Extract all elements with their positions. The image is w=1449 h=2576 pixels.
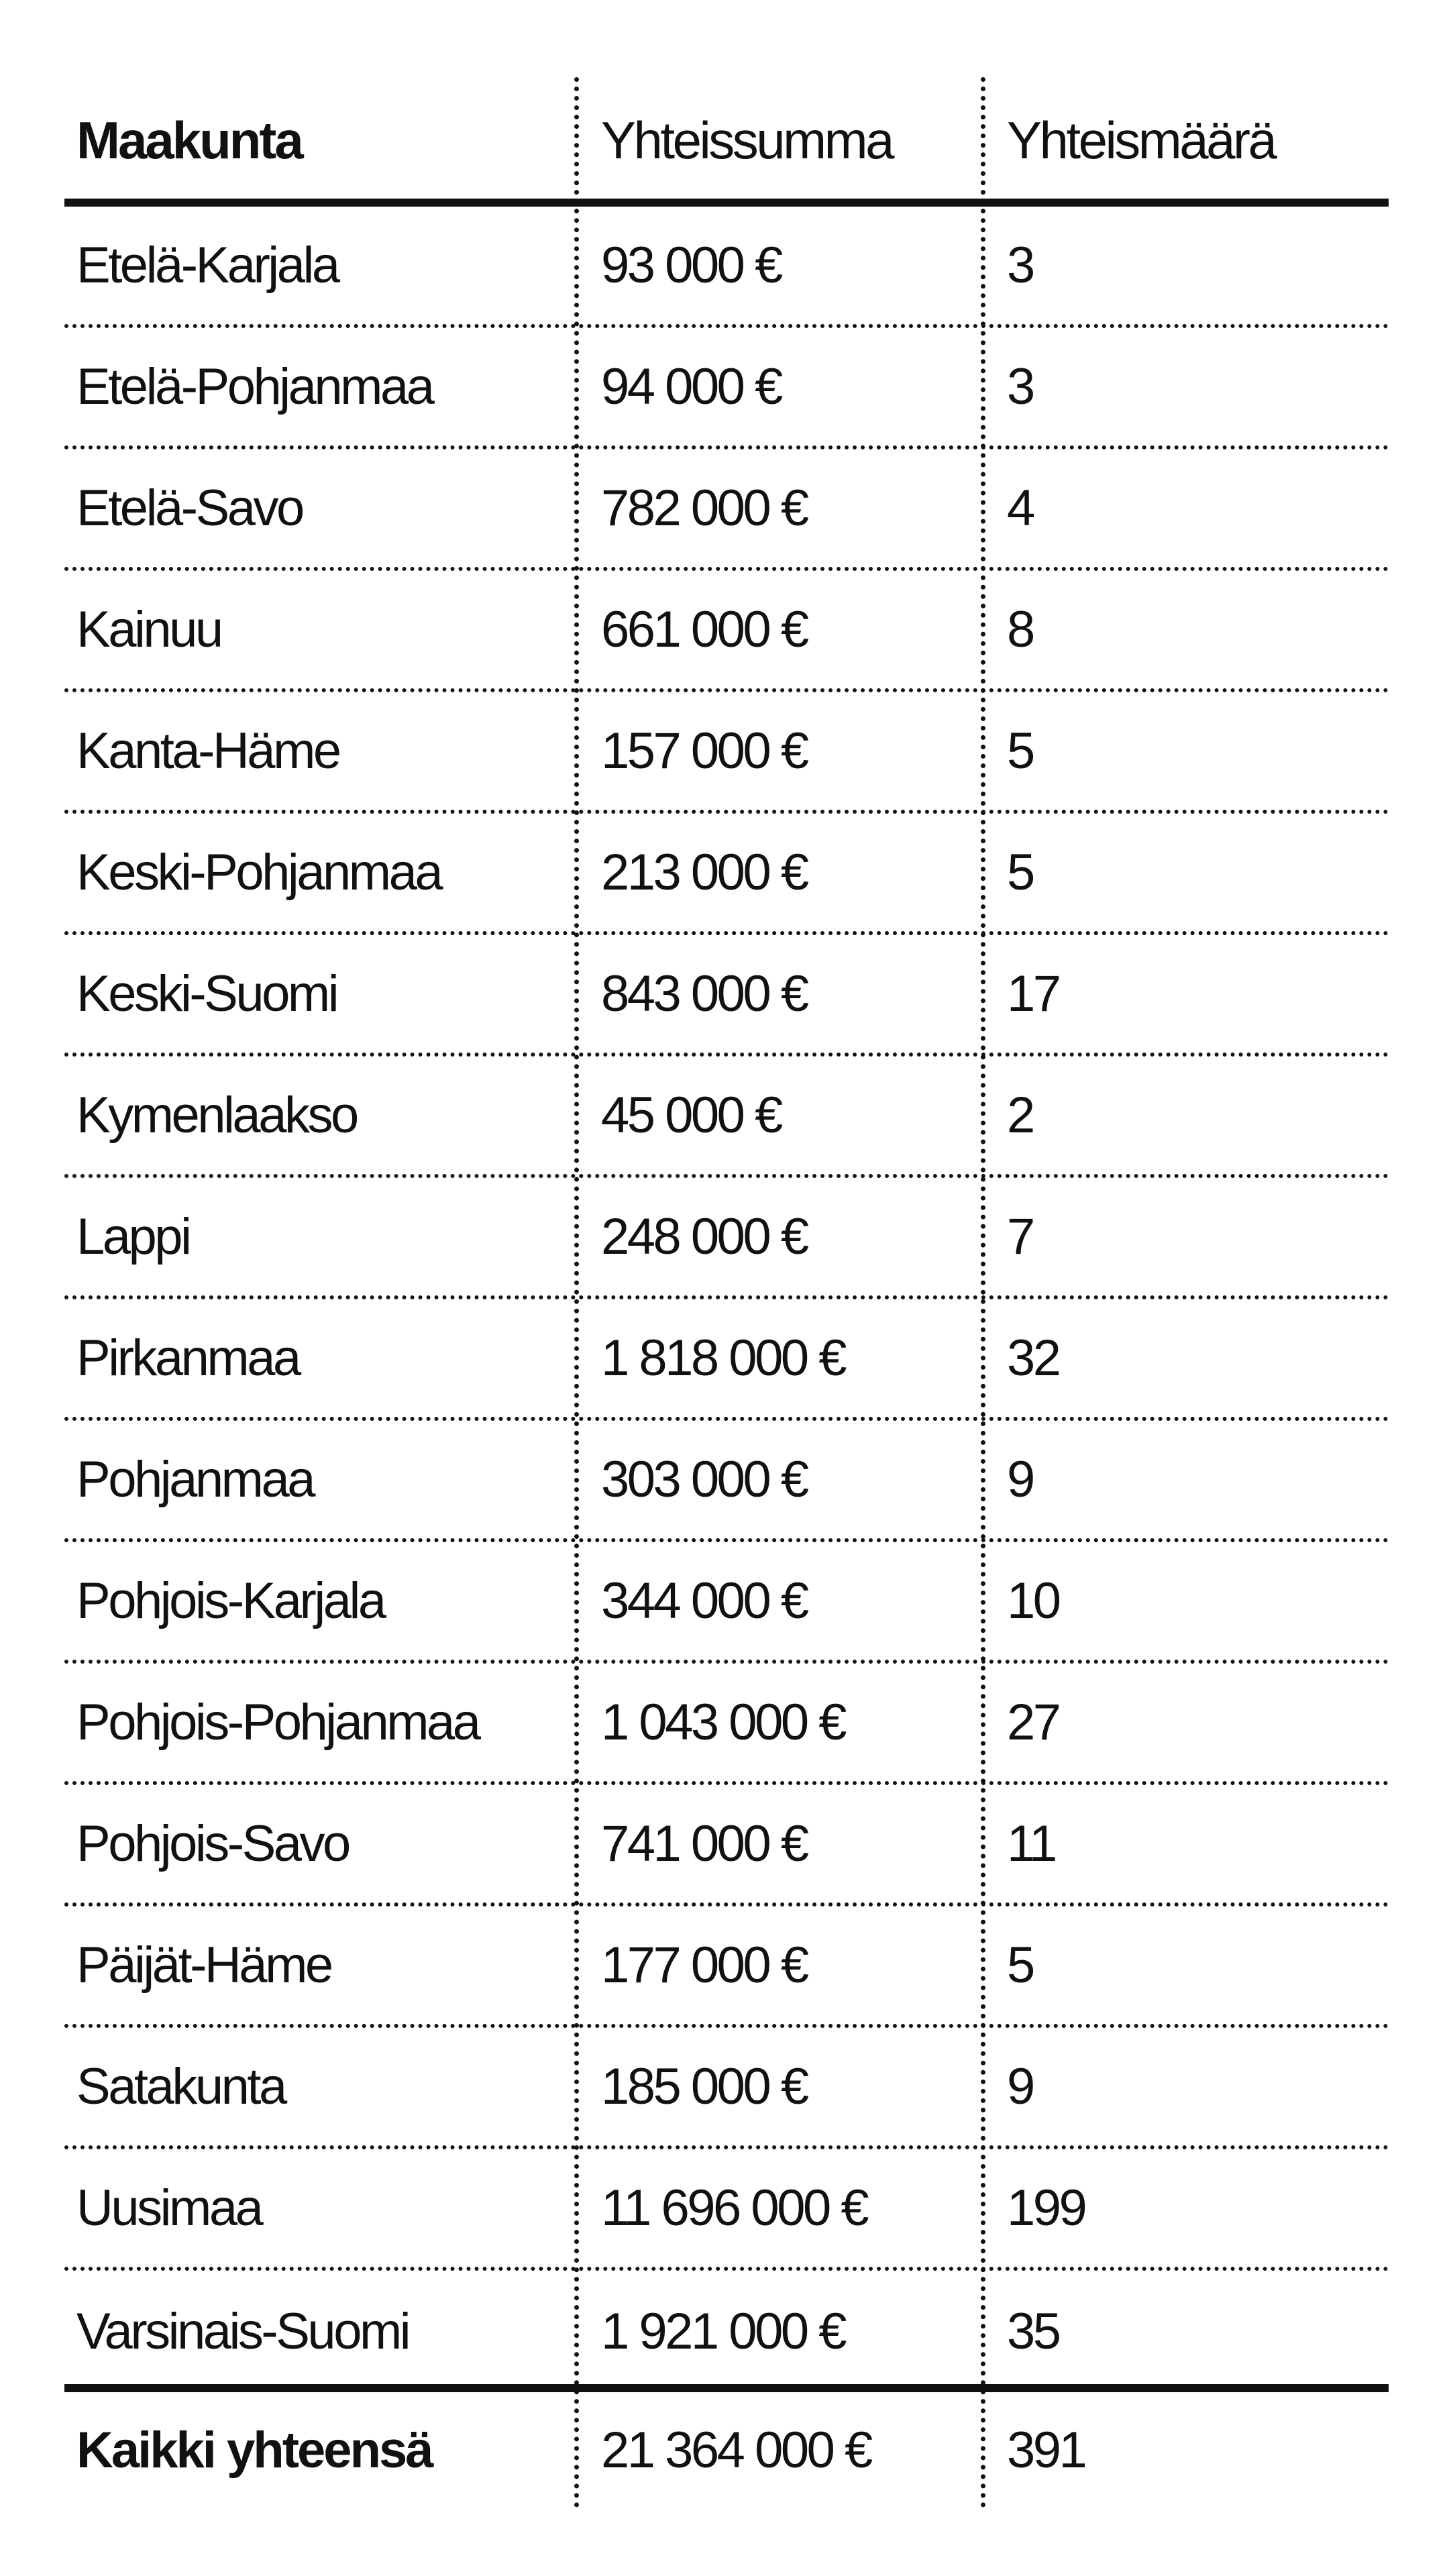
table-row xyxy=(64,1057,1389,1178)
cell-maakunta: Pohjois-Karjala xyxy=(76,1572,384,1629)
total-row xyxy=(64,2390,1389,2511)
cell-yhteissumma: 1 043 000 € xyxy=(601,1694,845,1751)
table-row xyxy=(64,1542,1389,1664)
cell-maakunta: Satakunta xyxy=(76,2058,285,2115)
cell-yhteismaara: 10 xyxy=(1007,1572,1059,1629)
cell-yhteismaara: 5 xyxy=(1007,722,1033,780)
cell-yhteissumma: 45 000 € xyxy=(601,1087,781,1144)
cell-yhteismaara: 2 xyxy=(1007,1087,1033,1144)
cell-yhteismaara: 32 xyxy=(1007,1330,1059,1387)
table-row xyxy=(64,1785,1389,1907)
table-row xyxy=(64,814,1389,935)
header-yhteissumma: Yhteissumma xyxy=(601,110,892,170)
table-row xyxy=(64,1299,1389,1421)
table-row xyxy=(64,935,1389,1057)
table-row xyxy=(64,2271,1389,2392)
cell-maakunta: Kainuu xyxy=(76,601,221,658)
cell-yhteissumma: 741 000 € xyxy=(601,1815,807,1872)
cell-yhteismaara: 199 xyxy=(1007,2180,1085,2237)
cell-maakunta: Lappi xyxy=(76,1208,190,1265)
cell-yhteismaara: 3 xyxy=(1007,358,1033,415)
cell-yhteissumma: 1 921 000 € xyxy=(601,2303,845,2360)
cell-yhteissumma: 185 000 € xyxy=(601,2058,807,2115)
cell-yhteissumma: 157 000 € xyxy=(601,722,807,780)
cell-maakunta: Pohjois-Savo xyxy=(76,1815,349,1872)
cell-yhteismaara: 35 xyxy=(1007,2303,1059,2360)
table-row xyxy=(64,1907,1389,2028)
cell-yhteissumma: 661 000 € xyxy=(601,601,807,658)
cell-yhteissumma: 94 000 € xyxy=(601,358,781,415)
table-row xyxy=(64,1421,1389,1542)
header-rule xyxy=(64,199,1389,207)
cell-maakunta: Pohjois-Pohjanmaa xyxy=(76,1694,479,1751)
table-row xyxy=(64,571,1389,692)
cell-yhteissumma: 782 000 € xyxy=(601,480,807,537)
cell-maakunta: Keski-Pohjanmaa xyxy=(76,844,441,901)
cell-yhteismaara: 5 xyxy=(1007,1937,1033,1994)
cell-yhteismaara: 17 xyxy=(1007,965,1059,1022)
table-header xyxy=(64,78,1389,202)
cell-yhteissumma: 344 000 € xyxy=(601,1572,807,1629)
cell-maakunta: Päijät-Häme xyxy=(76,1937,331,1994)
cell-yhteissumma: 93 000 € xyxy=(601,237,781,294)
data-table xyxy=(64,0,1389,2576)
table-row xyxy=(64,1178,1389,1299)
cell-maakunta: Etelä-Karjala xyxy=(76,237,338,294)
cell-maakunta: Pohjanmaa xyxy=(76,1451,313,1508)
cell-maakunta: Uusimaa xyxy=(76,2180,262,2237)
table-row xyxy=(64,328,1389,449)
cell-maakunta: Varsinais-Suomi xyxy=(76,2303,409,2360)
cell-yhteissumma: 843 000 € xyxy=(601,965,807,1022)
total-maara: 391 xyxy=(1007,2422,1085,2479)
total-summa: 21 364 000 € xyxy=(601,2422,871,2479)
cell-maakunta: Kymenlaakso xyxy=(76,1087,357,1144)
cell-maakunta: Etelä-Pohjanmaa xyxy=(76,358,433,415)
table-row xyxy=(64,2149,1389,2271)
header-maakunta: Maakunta xyxy=(76,110,302,170)
table-row xyxy=(64,1664,1389,1785)
total-label: Kaikki yhteensä xyxy=(76,2422,432,2479)
cell-yhteissumma: 213 000 € xyxy=(601,844,807,901)
cell-yhteismaara: 9 xyxy=(1007,1451,1033,1508)
table-row xyxy=(64,2028,1389,2149)
cell-maakunta: Etelä-Savo xyxy=(76,480,303,537)
header-yhteismaara: Yhteismäärä xyxy=(1007,110,1275,170)
table-row xyxy=(64,692,1389,814)
cell-yhteismaara: 9 xyxy=(1007,2058,1033,2115)
cell-yhteismaara: 27 xyxy=(1007,1694,1059,1751)
table-row xyxy=(64,449,1389,571)
cell-yhteissumma: 1 818 000 € xyxy=(601,1330,845,1387)
cell-yhteismaara: 5 xyxy=(1007,844,1033,901)
cell-maakunta: Pirkanmaa xyxy=(76,1330,299,1387)
cell-yhteismaara: 4 xyxy=(1007,480,1033,537)
table-row xyxy=(64,207,1389,328)
cell-yhteissumma: 303 000 € xyxy=(601,1451,807,1508)
cell-yhteismaara: 11 xyxy=(1007,1815,1055,1872)
cell-yhteissumma: 248 000 € xyxy=(601,1208,807,1265)
cell-maakunta: Keski-Suomi xyxy=(76,965,337,1022)
cell-yhteissumma: 11 696 000 € xyxy=(601,2180,867,2237)
cell-yhteismaara: 7 xyxy=(1007,1208,1033,1265)
cell-yhteismaara: 3 xyxy=(1007,237,1033,294)
cell-maakunta: Kanta-Häme xyxy=(76,722,339,780)
cell-yhteissumma: 177 000 € xyxy=(601,1937,807,1994)
cell-yhteismaara: 8 xyxy=(1007,601,1033,658)
